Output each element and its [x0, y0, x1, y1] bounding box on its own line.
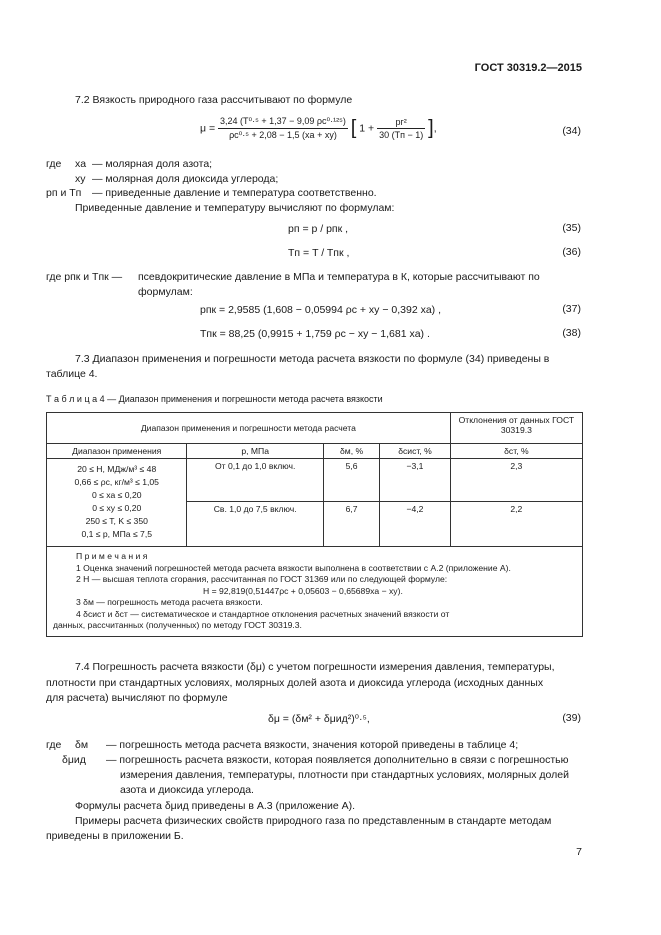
def-pk-text: псевдокритические давление в МПа и температура в К, которые рассчитывают по: [138, 271, 540, 283]
equation-36: Tп = T / Tпк ,: [288, 247, 350, 259]
row2-dm: 6,7: [323, 502, 379, 547]
table-caption-text: — Диапазон применения и погрешности метода расчета вязкости: [104, 394, 383, 404]
row1-dm: 5,6: [323, 459, 379, 502]
eq38-number: (38): [562, 327, 581, 339]
equation-37: pпк = 2,9585 (1,608 − 0,05994 ρc + xy − 0,392 xa) ,: [200, 304, 441, 316]
note-2-formula: H = 92,819(0,51447ρc + 0,05603 − 0,65689xa − xy).: [203, 585, 403, 596]
eq39-number: (39): [562, 712, 581, 724]
def-dmid-text-2: измерения давления, температуры, плотности при стандартных условиях, молярных долей: [120, 769, 569, 781]
eq34-numerator: 3,24 (T⁰·⁵ + 1,37 − 9,09 ρc⁰·¹²⁵): [218, 116, 348, 129]
def-xa-text: — молярная доля азота;: [92, 158, 213, 170]
eq34-bracket-den: 30 (Tп − 1): [379, 130, 424, 140]
table-caption-label: Т а б л и ц а 4: [46, 394, 105, 404]
range-cell: [47, 459, 187, 547]
def-pk-symbol: где pпк и Tпк —: [46, 271, 123, 283]
page-number: 7: [576, 846, 582, 858]
note-2: 2 H — высшая теплота сгорания, рассчитанная по ГОСТ 31369 или по следующей формуле:: [76, 574, 448, 584]
section-7-4-line3: для расчета) вычисляют по формуле: [46, 692, 228, 704]
examples-line1: Примеры расчета физических свойств природного газа по представленным в стандарте методам: [75, 815, 552, 827]
def-xy-symbol: xy: [75, 173, 86, 185]
examples-line2: приведены в приложении Б.: [46, 830, 184, 842]
eq35-number: (35): [562, 222, 581, 234]
def-dmid-text-1: — погрешность расчета вязкости, которая появляется дополнительно в связи с погрешностью: [106, 754, 569, 766]
row2-dst: 2,2: [450, 502, 582, 547]
eq34-number: (34): [562, 125, 581, 137]
section-7-3-line1: 7.3 Диапазон применения и погрешности метода расчета вязкости по формуле (34) приведены в: [75, 353, 550, 365]
row2-dsyst: −4,2: [380, 502, 451, 547]
eq34-fraction: [218, 116, 348, 141]
equation-39: δμ = (δм² + δμид²)⁰·⁵,: [268, 713, 370, 725]
range-item: 0 ≤ xa ≤ 0,20: [91, 490, 142, 500]
note-1: 1 Оценка значений погрешностей метода расчета вязкости выполнена в соответствии с А.2 (приложение А).: [76, 562, 511, 573]
def-p-text: — приведенные давление и температура соответственно.: [92, 187, 377, 199]
section-7-2-intro: 7.2 Вязкость природного газа рассчитывают по формуле: [75, 94, 353, 106]
row1-dsyst: −3,1: [380, 459, 451, 502]
notes-title: П р и м е ч а н и я: [76, 551, 148, 561]
def-dm-symbol: δм: [75, 739, 89, 751]
eq37-number: (37): [562, 303, 581, 315]
table-caption: [46, 394, 383, 404]
where-label-2: где: [46, 739, 62, 751]
def-dm-text: — погрешность метода расчета вязкости, значения которой приведены в таблице 4;: [106, 739, 519, 751]
equation-34: μ = $\frac{\text{3,24 (T⁰·⁵ + 1,37 − 9,09 ρc⁰·¹²⁵)}}{\text{ρc⁰·⁵ + 2,08 − 1,5 (xa + xy)}}$ [ 1 + $\frac{\text{pг²}}{30 (Tп - 1)}$ ],: [200, 116, 437, 140]
where-label: где: [46, 158, 62, 170]
range-item: 250 ≤ T, K ≤ 350: [85, 516, 148, 526]
eq34-mu: μ =: [200, 122, 216, 135]
note-3: 3 δм — погрешность метода расчета вязкости.: [76, 597, 263, 607]
note-4b: данных, рассчитанных (полученных) по методу ГОСТ 30319.3.: [53, 620, 302, 630]
col-header-dm: δм, %: [323, 444, 379, 459]
table-4: [46, 412, 583, 637]
def-xa-symbol: xa: [75, 158, 87, 170]
formulas-ref: Формулы расчета δμид приведены в А.3 (приложение А).: [75, 800, 356, 812]
section-7-4-line1: 7.4 Погрешность расчета вязкости (δμ) с учетом погрешности измерения давления, температуры,: [75, 661, 555, 673]
row2-p: Св. 1,0 до 7,5 включ.: [187, 502, 323, 547]
table-notes: [47, 547, 583, 637]
range-item: 20 ≤ H, МДж/м³ ≤ 48: [77, 464, 157, 474]
equation-38: Tпк = 88,25 (0,9915 + 1,759 ρc − xy − 1,681 xa) .: [200, 328, 430, 340]
eq34-denominator: ρc⁰·⁵ + 2,08 − 1,5 (xa + xy): [229, 130, 337, 140]
row1-dst: 2,3: [450, 459, 582, 502]
range-item: 0,1 ≤ p, МПа ≤ 7,5: [81, 529, 152, 539]
table-header-deviation: Отклонения от данных ГОСТ 30319.3: [450, 413, 582, 444]
range-item: 0,66 ≤ ρc, кг/м³ ≤ 1,05: [74, 477, 159, 487]
section-7-3-line2: таблице 4.: [46, 368, 98, 380]
col-header-dsyst: δсист, %: [380, 444, 451, 459]
intro-reduced: Приведенные давление и температуру вычисляют по формулам:: [75, 202, 395, 214]
def-p-symbol: pп и Tп: [46, 187, 82, 199]
note-4a: 4 δсист и δст — систематическое и стандартное отклонения расчетных значений вязкости от: [76, 608, 450, 619]
def-xy-text: — молярная доля диоксида углерода;: [92, 173, 279, 185]
def-pk-text-2: формулам:: [138, 286, 193, 298]
eq34-bracket-fraction: [377, 117, 425, 140]
row1-p: От 0,1 до 1,0 включ.: [187, 459, 323, 502]
col-header-range: Диапазон применения: [47, 444, 187, 459]
table-header-main: Диапазон применения и погрешности метода расчета: [47, 413, 451, 444]
eq34-bracket-num: pг²: [377, 117, 425, 129]
col-header-p: p, МПа: [187, 444, 323, 459]
document-header: ГОСТ 30319.2—2015: [474, 62, 582, 74]
def-dmid-text-3: азота и диоксида углерода.: [120, 784, 254, 796]
def-dmid-symbol: δμид: [62, 754, 86, 766]
eq36-number: (36): [562, 246, 581, 258]
col-header-dst: δст, %: [450, 444, 582, 459]
section-7-4-line2: плотности при стандартных условиях, молярных долей азота и диоксида углерода (исходных данных: [46, 677, 544, 689]
range-item: 0 ≤ xy ≤ 0,20: [92, 503, 142, 513]
equation-35: pп = p / pпк ,: [288, 223, 349, 235]
